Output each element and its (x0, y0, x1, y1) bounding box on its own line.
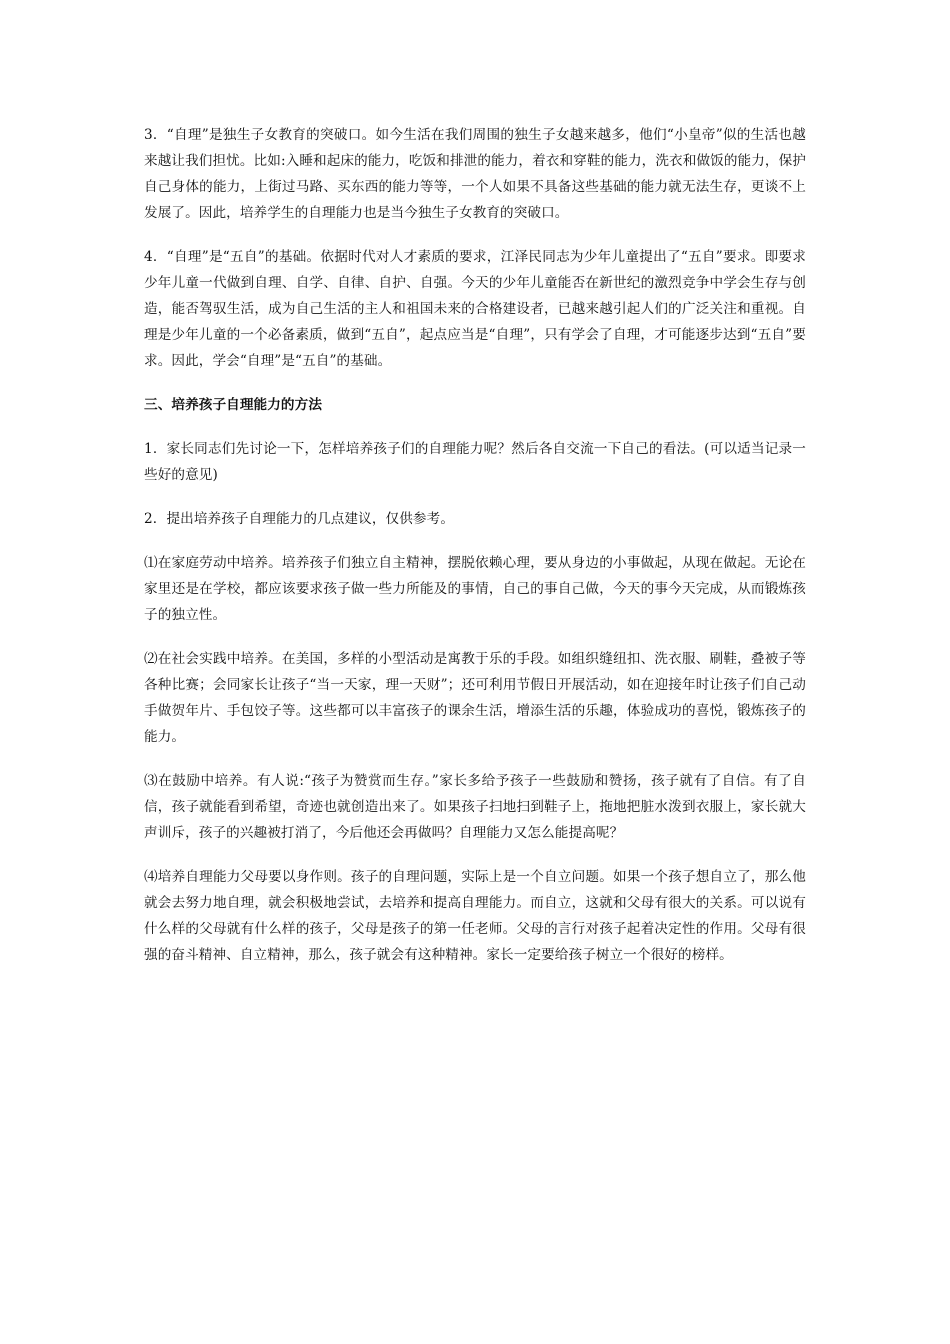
method-1-discussion: 1．家长同志们先讨论一下，怎样培养孩子们的自理能力呢？然后各自交流一下自己的看法。(可以适当记录一些好的意见) (144, 441, 806, 483)
suggestion-3-encouragement: ⑶在鼓励中培养。有人说:“孩子为赞赏而生存。”家长多给予孩子一些鼓励和赞扬，孩子就有了自信。有了自信，孩子就能看到希望，奇迹也就创造出来了。如果孩子扫地扫到鞋子上，拖地把脏水泼到衣服上，家长就大声训斥，孩子的兴趣被打消了，今后他还会再做吗？自理能力又怎么能提高呢？ (144, 773, 806, 841)
paragraph-4-five-self-foundation: 4．“自理”是“五自”的基础。依据时代对人才素质的要求，江泽民同志为少年儿童提出了“五自”要求。即要求少年儿童一代做到自理、自学、自律、自护、自强。今天的少年儿童能否在新世纪的激烈竞争中学会生存与创造，能否驾驭生活，成为自己生活的主人和祖国未来的合格建设者，已越来越引起人们的广泛关注和重视。自理是少年儿童的一个必备素质，做到“五自”，起点应当是“自理”，只有学会了自理，才可能逐步达到“五自”要求。因此，学会“自理”是“五自”的基础。 (144, 249, 806, 369)
suggestion-2-social-practice: ⑵在社会实践中培养。在美国，多样的小型活动是寓教于乐的手段。如组织缝纽扣、洗衣服、刷鞋，叠被子等各种比赛；会同家长让孩子“当一天家，理一天财”；还可利用节假日开展活动，如在迎接年时让孩子们自己动手做贺年片、手包饺子等。这些都可以丰富孩子的课余生活，增添生活的乐趣，体验成功的喜悦，锻炼孩子的能力。 (144, 651, 806, 745)
paragraph-3-self-care-breakthrough: 3．“自理”是独生子女教育的突破口。如今生活在我们周围的独生子女越来越多，他们“小皇帝”似的生活也越来越让我们担忧。比如:入睡和起床的能力，吃饭和排泄的能力，着衣和穿鞋的能力，洗衣和做饭的能力，保护自己身体的能力，上街过马路、买东西的能力等等，一个人如果不具备这些基础的能力就无法生存，更谈不上发展了。因此，培养学生的自理能力也是当今独生子女教育的突破口。 (144, 127, 806, 221)
suggestion-4-parents-example: ⑷培养自理能力父母要以身作则。孩子的自理问题，实际上是一个自立问题。如果一个孩子想自立了，那么他就会去努力地自理，就会积极地尝试，去培养和提高自理能力。而自立，这就和父母有很大的关系。可以说有什么样的父母就有什么样的孩子，父母是孩子的第一任老师。父母的言行对孩子起着决定性的作用。父母有很强的奋斗精神、自立精神，那么，孩子就会有这种精神。家长一定要给孩子树立一个很好的榜样。 (144, 869, 806, 963)
document-body (144, 122, 806, 986)
suggestion-1-household-labor: ⑴在家庭劳动中培养。培养孩子们独立自主精神，摆脱依赖心理，要从身边的小事做起，从现在做起。无论在家里还是在学校，都应该要求孩子做一些力所能及的事情，自己的事自己做，今天的事今天完成，从而锻炼孩子的独立性。 (144, 555, 806, 623)
method-2-suggestions: 2．提出培养孩子自理能力的几点建议，仅供参考。 (144, 511, 455, 527)
section-heading-methods: 三、培养孩子自理能力的方法 (144, 397, 323, 413)
